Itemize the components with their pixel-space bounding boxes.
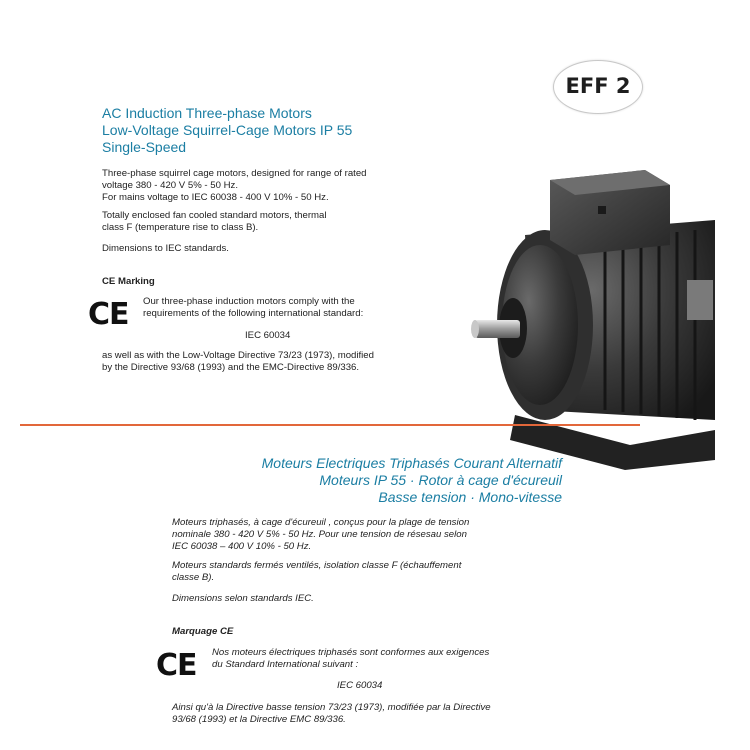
french-title [182, 455, 562, 506]
section-divider [20, 424, 640, 426]
english-paragraph-cooling [102, 210, 462, 234]
french-ce-heading: Marquage CE [172, 626, 234, 637]
english-standard: IEC 60034 [245, 330, 291, 341]
eff2-logo [553, 60, 643, 114]
french-paragraph-voltage [172, 517, 572, 553]
text-line: Nos moteurs électriques triphasés sont conformes aux exigences [212, 647, 490, 658]
english-ce-text [143, 296, 463, 320]
french-standard: IEC 60034 [337, 680, 383, 691]
text-line: Three-phase squirrel cage motors, designed for range of rated [102, 168, 367, 179]
text-line: requirements of the following international standard: [143, 308, 364, 319]
english-paragraph-voltage [102, 168, 462, 204]
text-line: Ainsi qu'à la Directive basse tension 73/23 (1973), modifiée par la Directive [172, 702, 491, 713]
french-paragraph-cooling [172, 560, 572, 584]
text-line: nominale 380 - 420 V 5% - 50 Hz. Pour une tension de résesau selon [172, 529, 467, 540]
text-line: IEC 60038 – 400 V 10% - 50 Hz. [172, 541, 312, 552]
text-line: classe B). [172, 572, 215, 583]
text-line: 93/68 (1993) et la Directive EMC 89/336. [172, 714, 346, 725]
text-line: as well as with the Low-Voltage Directive 73/23 (1973), modified [102, 350, 374, 361]
text-line: class F (temperature rise to class B). [102, 222, 259, 233]
ce-mark-icon: CE [88, 297, 129, 332]
text-line: Totally enclosed fan cooled standard motors, thermal [102, 210, 327, 221]
english-title-line: AC Induction Three-phase Motors [102, 105, 312, 121]
french-directive-text [172, 702, 572, 726]
french-paragraph-dimensions [172, 593, 572, 605]
ce-mark-icon: CE [156, 648, 197, 683]
text-line: du Standard International suivant : [212, 659, 359, 670]
text-line: Dimensions selon standards IEC. [172, 593, 314, 604]
text-line: Our three-phase induction motors comply with the [143, 296, 355, 307]
text-line: voltage 380 - 420 V 5% - 50 Hz. [102, 180, 238, 191]
text-line: Moteurs triphasés, à cage d'écureuil , conçus pour la plage de tension [172, 517, 470, 528]
english-paragraph-dimensions [102, 243, 462, 255]
english-title-line: Low-Voltage Squirrel-Cage Motors IP 55 [102, 122, 353, 138]
english-ce-heading: CE Marking [102, 276, 155, 287]
eff2-logo-text: EFF 2 [565, 74, 631, 98]
text-line: For mains voltage to IEC 60038 - 400 V 10% - 50 Hz. [102, 192, 329, 203]
french-title-line: Basse tension · Mono-vitesse [378, 489, 562, 505]
english-title [102, 105, 482, 156]
english-title-line: Single-Speed [102, 139, 187, 155]
english-directive-text [102, 350, 462, 374]
french-title-line: Moteurs IP 55 · Rotor à cage d'écureuil [319, 472, 562, 488]
french-ce-text [212, 647, 572, 671]
french-title-line: Moteurs Electriques Triphasés Courant Alternatif [261, 455, 562, 471]
text-line: by the Directive 93/68 (1993) and the EMC-Directive 89/336. [102, 362, 360, 373]
text-line: Moteurs standards fermés ventilés, isolation classe F (échauffement [172, 560, 462, 571]
text-line: Dimensions to IEC standards. [102, 243, 229, 254]
